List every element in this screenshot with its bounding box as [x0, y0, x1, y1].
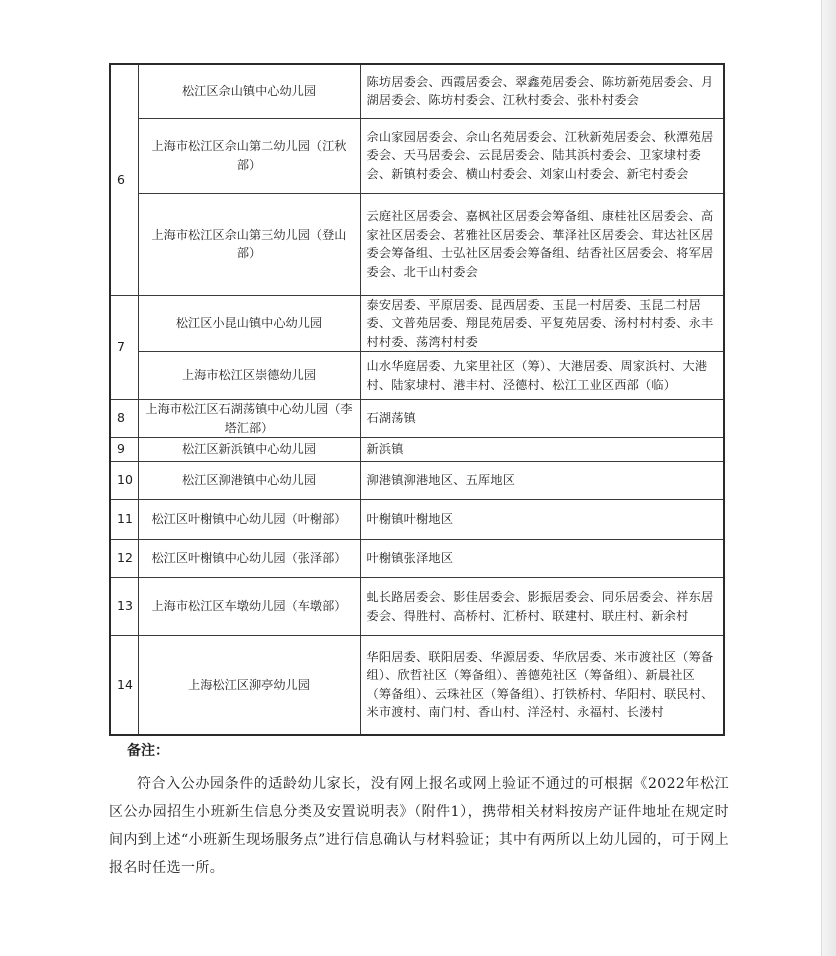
kindergarten-name: 松江区叶榭镇中心幼儿园（张泽部）	[138, 540, 360, 578]
row-number: 12	[110, 540, 138, 578]
service-area: 华阳居委、联阳居委、华源居委、华欣居委、米市渡社区（筹备组）、欣哲社区（筹备组）、善德苑社区（筹备组）、新晨社区（筹备组）、云珠社区（筹备组）、打铁桥村、华阳村、联民村、米市渡村、南门村、香山村、洋泾村、永福村、长溇村	[360, 636, 724, 735]
row-number: 8	[110, 400, 138, 438]
kindergarten-name: 松江区小昆山镇中心幼儿园	[138, 295, 360, 352]
kindergarten-name: 松江区叶榭镇中心幼儿园（叶榭部）	[138, 500, 360, 540]
service-area: 云庭社区居委会、嘉枫社区居委会筹备组、康桂社区居委会、高家社区居委会、茗雅社区居委会、華泽社区居委会、茸达社区居委会筹备组、士弘社区居委会筹备组、结香社区居委会、将军居委会、北干山村委会	[360, 193, 724, 295]
kindergarten-name: 松江区佘山镇中心幼儿园	[138, 64, 360, 118]
service-area: 叶榭镇张泽地区	[360, 540, 724, 578]
table-row	[110, 438, 724, 462]
table-row	[110, 636, 724, 735]
table-row	[110, 578, 724, 636]
kindergarten-name: 上海市松江区车墩幼儿园（车墩部）	[138, 578, 360, 636]
kindergarten-name: 上海市松江区佘山第三幼儿园（登山部）	[138, 193, 360, 295]
kindergarten-name: 松江区泖港镇中心幼儿园	[138, 462, 360, 500]
service-area: 佘山家园居委会、佘山名苑居委会、江秋新苑居委会、秋潭苑居委会、天马居委会、云昆居委会、陆其浜村委会、卫家埭村委会、新镇村委会、横山村委会、刘家山村委会、新宅村委会	[360, 118, 724, 193]
row-number: 7	[110, 295, 138, 400]
kindergarten-name: 上海松江区泖亭幼儿园	[138, 636, 360, 735]
service-area: 山水华庭居委、九寀里社区（筹）、大港居委、周家浜村、大港村、陆家埭村、港丰村、泾德村、松江工业区西部（临）	[360, 352, 724, 400]
kindergarten-name: 上海市松江区崇德幼儿园	[138, 352, 360, 400]
row-number: 14	[110, 636, 138, 735]
notes-title: 备注：	[127, 743, 169, 759]
table-row	[110, 400, 724, 438]
service-area: 虬长路居委会、影佳居委会、影振居委会、同乐居委会、祥东居委会、得胜村、高桥村、汇桥村、联建村、联庄村、新余村	[360, 578, 724, 636]
table-row	[110, 462, 724, 500]
row-number: 6	[110, 64, 138, 295]
kindergarten-allocation-table	[109, 63, 725, 736]
row-number: 9	[110, 438, 138, 462]
row-number: 11	[110, 500, 138, 540]
table-row	[110, 193, 724, 295]
table-row	[110, 295, 724, 352]
service-area: 新浜镇	[360, 438, 724, 462]
table-row	[110, 118, 724, 193]
kindergarten-name: 上海市松江区石湖荡镇中心幼儿园（李塔汇部）	[138, 400, 360, 438]
notes-section	[109, 740, 729, 882]
notes-body: 符合入公办园条件的适龄幼儿家长，没有网上报名或网上验证不通过的可根据《2022年松江区公办园招生小班新生信息分类及安置说明表》（附件1），携带相关材料按房产证件地址在规定时间内到上述“小班新生现场服务点”进行信息确认与材料验证；其中有两所以上幼儿园的，可于网上报名时任选一所。	[109, 776, 729, 876]
service-area: 陈坊居委会、西霞居委会、翠鑫苑居委会、陈坊新苑居委会、月湖居委会、陈坊村委会、江秋村委会、张朴村委会	[360, 64, 724, 118]
kindergarten-name: 松江区新浜镇中心幼儿园	[138, 438, 360, 462]
table-row	[110, 540, 724, 578]
kindergarten-name: 上海市松江区佘山第二幼儿园（江秋部）	[138, 118, 360, 193]
service-area: 泖港镇泖港地区、五厍地区	[360, 462, 724, 500]
service-area: 叶榭镇叶榭地区	[360, 500, 724, 540]
row-number: 10	[110, 462, 138, 500]
page-edge	[821, 0, 836, 956]
table-row	[110, 352, 724, 400]
service-area: 石湖荡镇	[360, 400, 724, 438]
table-row	[110, 64, 724, 118]
table-row	[110, 500, 724, 540]
service-area: 泰安居委、平原居委、昆西居委、玉昆一村居委、玉昆二村居委、文普苑居委、翔昆苑居委、平复苑居委、汤村村村委、永丰村村委、荡湾村村委	[360, 295, 724, 352]
row-number: 13	[110, 578, 138, 636]
